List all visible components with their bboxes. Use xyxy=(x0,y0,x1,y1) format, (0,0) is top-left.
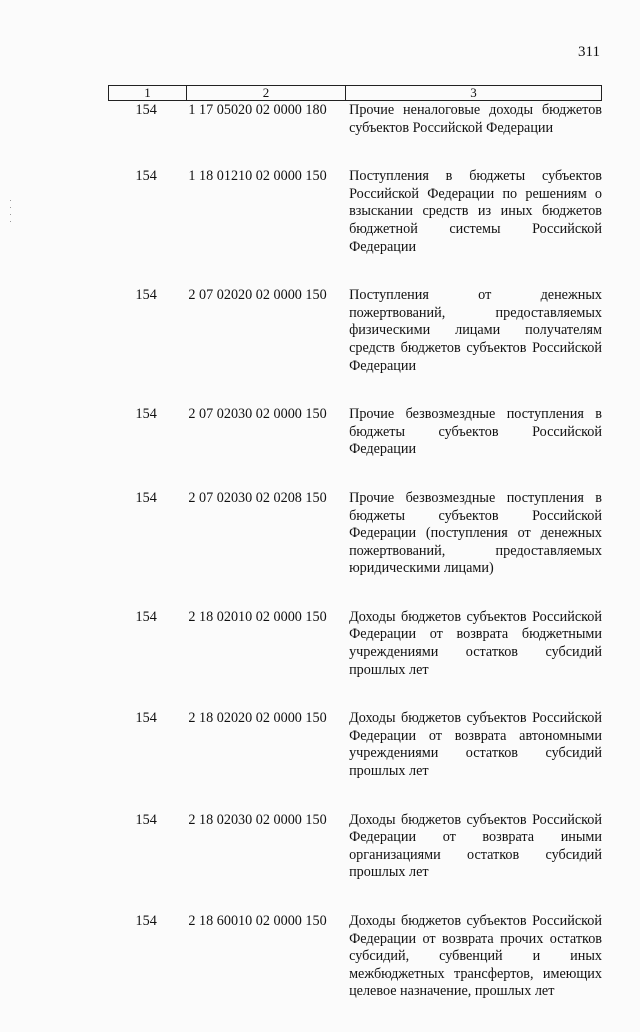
admin-code: 154 xyxy=(135,168,157,185)
admin-code: 154 xyxy=(135,406,157,423)
column-header-row xyxy=(109,86,602,101)
table-row xyxy=(108,812,602,882)
admin-code: 154 xyxy=(135,608,157,625)
table-row xyxy=(108,168,602,256)
table-row xyxy=(108,406,602,459)
revenue-name: Прочие безвозмездные поступления в бюджеты субъектов Российской Федерации xyxy=(349,406,602,458)
revenue-name: Доходы бюджетов субъектов Российской Федерации от возврата иными организациями остатков субсидий прошлых лет xyxy=(349,811,602,881)
column-header-2: 2 xyxy=(187,86,346,101)
budget-code: 2 07 02030 02 0000 150 xyxy=(188,406,327,423)
admin-code: 154 xyxy=(135,287,157,304)
budget-code: 2 18 02010 02 0000 150 xyxy=(188,608,327,625)
revenue-name: Поступления от денежных пожертвований, предоставляемых физическими лицами получателям средств бюджетов субъектов Российской Федерации xyxy=(349,287,602,374)
admin-code: 154 xyxy=(135,710,157,727)
page-number: 311 xyxy=(578,44,600,60)
budget-code: 1 18 01210 02 0000 150 xyxy=(188,168,327,185)
revenue-name: Доходы бюджетов субъектов Российской Федерации от возврата автономными учреждениями остатков субсидий прошлых лет xyxy=(349,710,602,780)
budget-code: 2 18 02030 02 0000 150 xyxy=(188,811,327,828)
budget-code: 2 07 02030 02 0208 150 xyxy=(188,489,327,506)
table-row xyxy=(108,490,602,578)
budget-code: 2 18 60010 02 0000 150 xyxy=(188,913,327,929)
scan-margin-marks xyxy=(10,200,12,240)
column-header-1: 1 xyxy=(109,86,187,101)
admin-code: 154 xyxy=(135,102,157,118)
table-row xyxy=(108,609,602,679)
revenue-name: Прочие неналоговые доходы бюджетов субъектов Российской Федерации xyxy=(349,102,602,136)
budget-code: 1 17 05020 02 0000 180 xyxy=(188,102,327,118)
table-row xyxy=(108,710,602,780)
budget-code: 2 07 02020 02 0000 150 xyxy=(188,287,327,304)
table-row xyxy=(108,913,602,1001)
admin-code: 154 xyxy=(135,811,157,828)
revenue-name: Поступления в бюджеты субъектов Российской Федерации по решениям о взыскании средств из иных бюджетов бюджетной системы Российской Федерации xyxy=(349,168,602,255)
revenue-name: Прочие безвозмездные поступления в бюджеты субъектов Российской Федерации (поступления от денежных пожертвований, предоставляемых юридическими лицами) xyxy=(349,489,602,577)
column-header-table xyxy=(108,85,602,101)
table-row xyxy=(108,287,602,375)
revenue-name: Доходы бюджетов субъектов Российской Федерации от возврата прочих остатков субсидий, субвенций и иных межбюджетных трансфертов, имеющих целевое назначение, прошлых лет xyxy=(349,913,602,1000)
revenue-name: Доходы бюджетов субъектов Российской Федерации от возврата бюджетными учреждениями остатков субсидий прошлых лет xyxy=(349,608,602,678)
admin-code: 154 xyxy=(135,913,157,929)
admin-code: 154 xyxy=(135,489,157,506)
table-row xyxy=(108,102,602,137)
column-header-3: 3 xyxy=(346,86,602,101)
revenue-rows xyxy=(108,102,602,1032)
budget-code: 2 18 02020 02 0000 150 xyxy=(188,710,327,727)
